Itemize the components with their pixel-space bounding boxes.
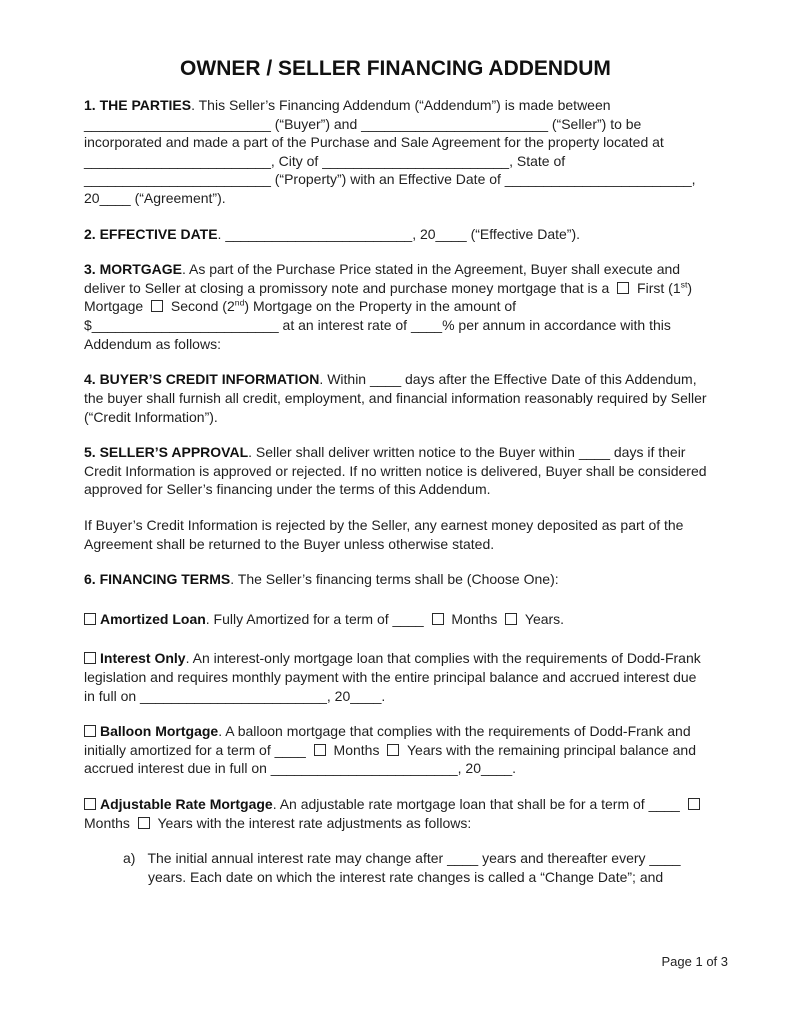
section-5-sellers-approval [84, 443, 707, 499]
amortized-loan-text-3: Years. [521, 610, 565, 627]
section-6-label: 6. FINANCING TERMS [84, 571, 231, 588]
section-2-label: 2. EFFECTIVE DATE [84, 225, 218, 242]
section-3-text-4: Second (2 [167, 298, 235, 315]
amortized-loan-text-1: . Fully Amortized for a term of ____ [205, 610, 428, 627]
section-4-text: . Within ____ days after the Effective Date of this Addendum, the buyer shall furnish all credit, employment, and financial information reasonably required by Seller (“Credit Information”). [84, 371, 707, 425]
balloon-mortgage-label: Balloon Mortgage [100, 723, 219, 740]
section-2-effective-date [84, 225, 707, 244]
section-3-text-1: . As part of the Purchase Price stated in the Agreement, Buyer shall execute and deliver to Seller at closing a promissory note and purchase money mortgage that is a [84, 261, 681, 296]
amortized-months-checkbox[interactable] [432, 613, 444, 625]
balloon-mortgage-checkbox[interactable] [84, 725, 96, 737]
page-number: Page 1 of 3 [661, 953, 728, 969]
section-3-text-3: ) Mortgage [84, 279, 693, 315]
list-item-a-marker: a) [123, 850, 136, 867]
section-5-text: . Seller shall deliver written notice to the Buyer within ____ days if their Credit Information is approved or rejected. If no written notice is delivered, Buyer shall be considered approved for Seller’s financing under the terms of this Addendum. [84, 444, 707, 498]
section-3-text-5: ) Mortgage on the Property in the amount of $________________________ at an interest rate of ____% per annum in accordance with this Addendum as follows: [84, 298, 671, 352]
balloon-months-checkbox[interactable] [314, 744, 326, 756]
section-5-paragraph-2-text: If Buyer’s Credit Information is rejected by the Seller, any earnest money deposited as part of the Agreement shall be returned to the Buyer unless otherwise stated. [84, 516, 684, 552]
section-6-financing-terms [84, 570, 707, 589]
section-5-second-paragraph [84, 516, 707, 553]
balloon-text-2: Months [329, 741, 384, 758]
second-ordinal-superscript: nd [234, 297, 245, 308]
page-title: OWNER / SELLER FINANCING ADDENDUM [180, 57, 611, 80]
interest-only-label: Interest Only [100, 650, 186, 667]
arm-text-1: . An adjustable rate mortgage loan that shall be for a term of ____ [272, 796, 684, 813]
amortized-loan-text-2: Months [447, 610, 502, 627]
balloon-text-3: Years with the remaining principal balance and accrued interest due in full on ________________________, 20____. [84, 741, 696, 777]
option-adjustable-rate-mortgage [84, 795, 707, 832]
list-item-a-text: The initial annual interest rate may change after ____ years and thereafter every ____ years. Each date on which the interest rate changes is called a “Change Date”; and [147, 850, 681, 885]
adjustable-rate-label: Adjustable Rate Mortgage [100, 796, 273, 813]
section-3-label: 3. MORTGAGE [84, 261, 183, 278]
amortized-loan-label: Amortized Loan [100, 610, 206, 627]
second-mortgage-checkbox[interactable] [151, 300, 163, 312]
interest-only-text: . An interest-only mortgage loan that complies with the requirements of Dodd-Frank legislation and requires monthly payment with the entire principal balance and accrued interest due in full on ________________________, 20____. [84, 650, 701, 704]
section-6-text: . The Seller’s financing terms shall be (Choose One): [230, 571, 559, 588]
arm-text-3: Years with the interest rate adjustments as follows: [153, 814, 472, 831]
section-5-label: 5. SELLER’S APPROVAL [84, 444, 249, 461]
section-2-text: . ________________________, 20____ (“Effective Date”). [217, 225, 581, 242]
first-mortgage-checkbox[interactable] [617, 282, 629, 294]
balloon-years-checkbox[interactable] [387, 744, 399, 756]
arm-text-2: Months [84, 814, 134, 831]
arm-months-checkbox[interactable] [688, 798, 700, 810]
amortized-loan-checkbox[interactable] [84, 613, 96, 625]
amortized-years-checkbox[interactable] [505, 613, 517, 625]
section-1-parties [84, 96, 707, 208]
first-ordinal-superscript: st [680, 279, 688, 290]
section-4-label: 4. BUYER’S CREDIT INFORMATION [84, 371, 320, 388]
section-1-text: . This Seller’s Financing Addendum (“Addendum”) is made between ________________________ (“Buyer”) and ________________________ (“Seller”) to be incorporated and made a part of the Purchase and Sale Agreement for the property located at ________________________, City of ________________________, State of ________________________ (“Property”) with an Effective Date of ________________________, 20____ (“Agreement”). [84, 97, 696, 207]
section-4-buyers-credit [84, 370, 707, 426]
option-interest-only [84, 649, 707, 705]
section-3-text-2: First (1 [633, 279, 681, 296]
arm-years-checkbox[interactable] [138, 817, 150, 829]
option-amortized-loan [84, 610, 707, 629]
list-item-a [84, 849, 707, 886]
section-1-label: 1. THE PARTIES [84, 97, 192, 113]
option-balloon-mortgage [84, 722, 707, 778]
balloon-text-1: . A balloon mortgage that complies with the requirements of Dodd-Frank and initially amortized for a term of ____ [84, 723, 691, 758]
section-3-mortgage [84, 260, 707, 353]
adjustable-rate-checkbox[interactable] [84, 798, 96, 810]
interest-only-checkbox[interactable] [84, 652, 96, 664]
